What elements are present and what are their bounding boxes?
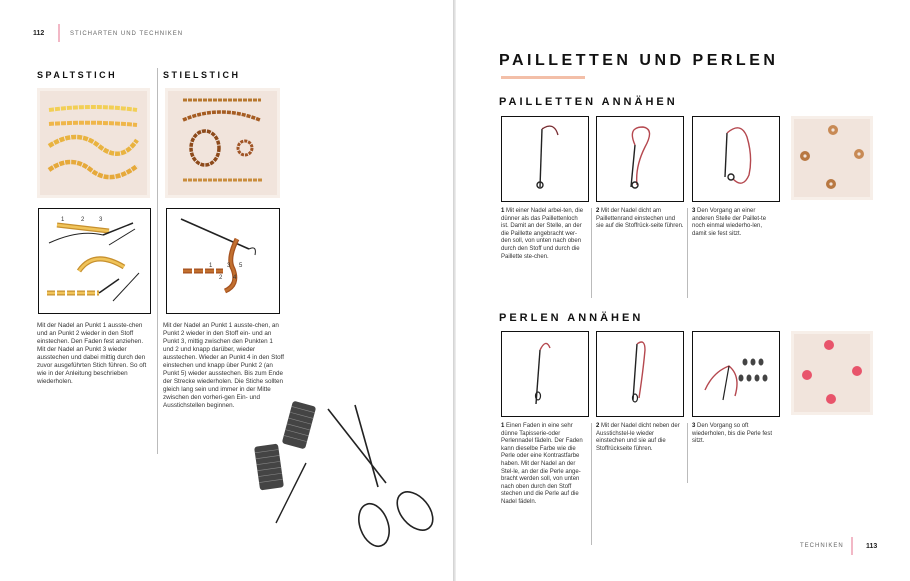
sequin-step-1: 1 Mit einer Nadel arbei-ten, die dünner als das Paillettenloch ist. Damit an der Stelle, an der die Paillette angebracht wer-den soll, von unten nach oben durch den Stoff und durch die Paillette ste-chen. [501, 208, 584, 260]
section-heading-pailletten: PAILLETTEN ANNÄHEN [499, 96, 678, 108]
label-1: 1 [61, 217, 65, 223]
step-divider [591, 423, 592, 545]
title-underline [501, 76, 585, 79]
heading-spaltstich: SPALTSTICH [37, 70, 118, 80]
column-divider [157, 68, 158, 454]
beads-icon [739, 359, 768, 382]
label-4: 4 [233, 275, 237, 281]
running-head-left: STICHARTEN UND TECHNIKEN [70, 31, 184, 37]
photo-sequins-fabric [791, 116, 873, 200]
text-spaltstich: Mit der Nadel an Punkt 1 ausste-chen und an Punkt 2 wieder in den Stoff einstechen. Den Faden fest anziehen. Mit der Nadel an Punkt 3 wieder ausstechen und dabei mittig durch den zuvor ausgeführten Stich führen. So oft wie in der Anleitung beschrieben wiederholen. [37, 322, 147, 385]
left-page [0, 0, 453, 581]
scissors-thread-illustration [250, 395, 450, 555]
stielstich-samples [165, 88, 280, 198]
page-number-right: 113 [866, 543, 878, 550]
heading-stielstich: STIELSTICH [163, 70, 241, 80]
photo-stielstich [165, 88, 280, 198]
accent-bar-left [58, 24, 60, 42]
diagram-spaltstich [38, 208, 151, 314]
label-3: 3 [227, 263, 231, 269]
photo-beads-fabric [791, 331, 873, 415]
step-3-bead-diagram [692, 331, 780, 417]
sequin-step-2: 2 Mit der Nadel dicht am Paillettenrand einstechen und sie auf die Stoffrück-seite führen. [596, 208, 684, 230]
bead-step-1: 1 Einen Faden in eine sehr dünne Tapisserie-oder Perlennadel fädeln. Der Faden kann dieselbe Farbe wie die Perle oder eine Kontrastfarbe haben. Mit der Nadel an der Stel-le, an der die Perle ange-bracht werden soll, von unten nach oben durch den Stoff stechen und die Perle auf die Nadel fädeln. [501, 423, 583, 505]
label-5: 5 [239, 263, 243, 269]
bead-icon [826, 394, 836, 404]
step-divider [591, 208, 592, 298]
accent-bar-right [851, 537, 853, 555]
step-1-bead-diagram [501, 331, 589, 417]
step-2-bead-diagram [596, 331, 684, 417]
label-3: 3 [99, 217, 103, 223]
stielstich-needle-diagram [167, 209, 279, 313]
step-divider [687, 208, 688, 298]
page-title: PAILLETTEN UND PERLEN [499, 52, 779, 69]
bead-icon [852, 366, 862, 376]
label-2: 2 [219, 275, 223, 281]
label-1: 1 [209, 263, 213, 269]
text-stielstich: Mit der Nadel an Punkt 1 ausste-chen, an Punkt 2 wieder in den Stoff ein- und an Punkt 3, mittig zwischen den Punkten 1 und 2 und knapp darüber, wieder ausstechen. Wieder an Punkt 4 in den Stoff einstechen und knapp über Punkt 2 (an Punkt 5) wieder ausstechen. Bis zum Ende der Strecke wiederholen. Die Stiche sollten gleich lang sein und immer in der Mitte zwischen den vorheri-gen Ein- und Ausstichstellen beginnen. [163, 322, 284, 409]
spaltstich-needle-diagram [39, 209, 150, 313]
bead-step-2: 2 Mit der Nadel dicht neben der Ausstichstel-le wieder einstechen und sie auf die Stoffrückseite führen. [596, 423, 680, 452]
bead-icon [802, 370, 812, 380]
thread-spool-icon [282, 401, 317, 450]
step-2-sequin-diagram [596, 116, 684, 202]
page-number-left: 112 [33, 30, 45, 37]
spaltstich-samples [37, 88, 150, 198]
bead-step-3: 3 Den Vorgang so oft wiederholen, bis die Perle fest sitzt. [692, 423, 773, 445]
right-page [456, 0, 910, 581]
section-heading-perlen: PERLEN ANNÄHEN [499, 312, 644, 324]
scissors-icon [328, 405, 440, 550]
diagram-stielstich [166, 208, 280, 314]
label-2: 2 [81, 217, 85, 223]
photo-spaltstich [37, 88, 150, 198]
bead-icon [824, 340, 834, 350]
step-3-sequin-diagram [692, 116, 780, 202]
step-1-sequin-diagram [501, 116, 589, 202]
thread-spool-icon [254, 444, 284, 491]
step-divider [687, 423, 688, 483]
running-head-right: TECHNIKEN [800, 543, 844, 549]
sequin-step-3: 3 Den Vorgang an einer anderen Stelle der Paillet-te noch einmal wiederho-len, damit sie fest sitzt. [692, 208, 767, 237]
